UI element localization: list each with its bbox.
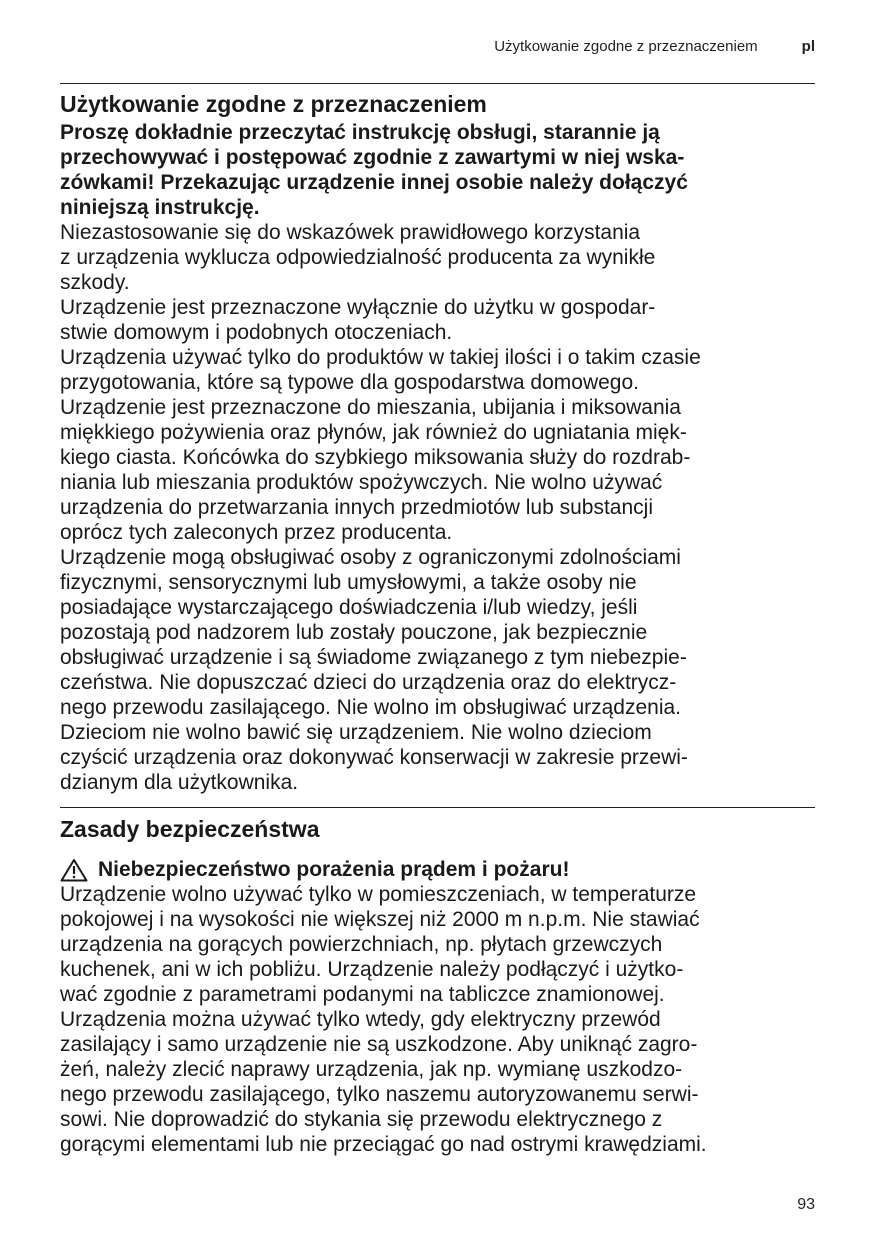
text-line: pozostają pod nadzorem lub zostały pouczone, jak bezpiecznie <box>60 621 648 644</box>
language-code: pl <box>801 38 815 55</box>
text-line: szkody. <box>60 271 130 294</box>
text-line: obsługiwać urządzenie i są świadome związanego z tym niebezpie- <box>60 646 687 669</box>
text-line: pokojowej i na wysokości nie większej niż 2000 m n.p.m. Nie stawiać <box>60 908 700 931</box>
warning-title: Niebezpieczeństwo porażenia prądem i pożaru! <box>98 858 570 881</box>
paragraph-purpose <box>60 395 820 545</box>
text-line: posiadające wystarczającego doświadczenia i/lub wiedzy, jeśli <box>60 596 638 619</box>
text-line: z urządzenia wyklucza odpowiedzialność producenta za wynikłe <box>60 246 656 269</box>
running-header <box>60 38 815 55</box>
text-line: niniejszą instrukcję. <box>60 196 260 219</box>
text-line: nego przewodu zasilającego, tylko naszemu autoryzowanemu serwi- <box>60 1083 699 1106</box>
section-intended-use <box>60 89 820 795</box>
warning-triangle-icon <box>60 858 88 882</box>
paragraph-users-children <box>60 545 820 795</box>
text-line: dzianym dla użytkownika. <box>60 771 299 794</box>
text-line: urządzenia na gorących powierzchniach, np. płytach grzewczych <box>60 933 663 956</box>
paragraph-safety-body <box>60 882 820 1157</box>
text-line: oprócz tych zaleconych przez producenta. <box>60 521 453 544</box>
text-line: urządzenia do przetwarzania innych przedmiotów lub substancji <box>60 496 653 519</box>
paragraph-quantities <box>60 345 820 395</box>
text-line: Urządzenia używać tylko do produktów w takiej ilości i o takim czasie <box>60 346 701 369</box>
top-divider <box>60 83 815 84</box>
text-line: Urządzenie jest przeznaczone wyłącznie do użytku w gospodar- <box>60 296 656 319</box>
text-line: Urządzenia można używać tylko wtedy, gdy elektryczny przewód <box>60 1008 661 1031</box>
text-line: żeń, należy zlecić naprawy urządzenia, jak np. wymianę uszkodzo- <box>60 1058 683 1081</box>
text-line: Urządzenie wolno używać tylko w pomieszczeniach, w temperaturze <box>60 883 697 906</box>
intro-bold-paragraph <box>60 120 820 220</box>
text-line: zasilający i samo urządzenie nie są uszkodzone. Aby uniknąć zagro- <box>60 1033 698 1056</box>
text-line: Proszę dokładnie przeczytać instrukcję obsługi, starannie ją <box>60 121 660 144</box>
section-title-intended-use: Użytkowanie zgodne z przeznaczeniem <box>60 91 487 117</box>
text-line: miękkiego pożywienia oraz płynów, jak również do ugniatania mięk- <box>60 421 687 444</box>
text-line: czeństwa. Nie dopuszczać dzieci do urządzenia oraz do elektrycz- <box>60 671 677 694</box>
text-line: Urządzenie mogą obsługiwać osoby z ograniczonymi zdolnościami <box>60 546 681 569</box>
text-line: sowi. Nie doprowadzić do stykania się przewodu elektrycznego z <box>60 1108 663 1131</box>
section-safety <box>60 814 820 1157</box>
text-line: gorącymi elementami lub nie przeciągać go nad ostrymi krawędziami. <box>60 1133 707 1156</box>
text-line: Urządzenie jest przeznaczone do mieszania, ubijania i miksowania <box>60 396 681 419</box>
text-line: stwie domowym i podobnych otoczeniach. <box>60 321 453 344</box>
text-line: nego przewodu zasilającego. Nie wolno im obsługiwać urządzenia. <box>60 696 682 719</box>
text-line: zówkami! Przekazując urządzenie innej osobie należy dołączyć <box>60 171 688 194</box>
text-line: niania lub mieszania produktów spożywczych. Nie wolno używać <box>60 471 663 494</box>
section-title-safety: Zasady bezpieczeństwa <box>60 816 320 842</box>
page-number: 93 <box>797 1196 815 1213</box>
text-line: Dzieciom nie wolno bawić się urządzeniem. Nie wolno dzieciom <box>60 721 652 744</box>
text-line: kiego ciasta. Końcówka do szybkiego miksowania służy do rozdrab- <box>60 446 691 469</box>
text-line: wać zgodnie z parametrami podanymi na tabliczce znamionowej. <box>60 983 665 1006</box>
warning-heading <box>60 857 820 882</box>
text-line: czyścić urządzenia oraz dokonywać konserwacji w zakresie przewi- <box>60 746 688 769</box>
text-line: fizycznymi, sensorycznymi lub umysłowymi, a także osoby nie <box>60 571 637 594</box>
text-line: kuchenek, ani w ich pobliżu. Urządzenie należy podłączyć i użytko- <box>60 958 684 981</box>
paragraph-liability <box>60 220 820 295</box>
section-divider <box>60 807 815 808</box>
text-line: przechowywać i postępować zgodnie z zawartymi w niej wska- <box>60 146 685 169</box>
text-line: Niezastosowanie się do wskazówek prawidłowego korzystania <box>60 221 641 244</box>
paragraph-household-use <box>60 295 820 345</box>
text-line: przygotowania, które są typowe dla gospodarstwa domowego. <box>60 371 639 394</box>
running-header-title: Użytkowanie zgodne z przeznaczeniem <box>494 38 758 55</box>
